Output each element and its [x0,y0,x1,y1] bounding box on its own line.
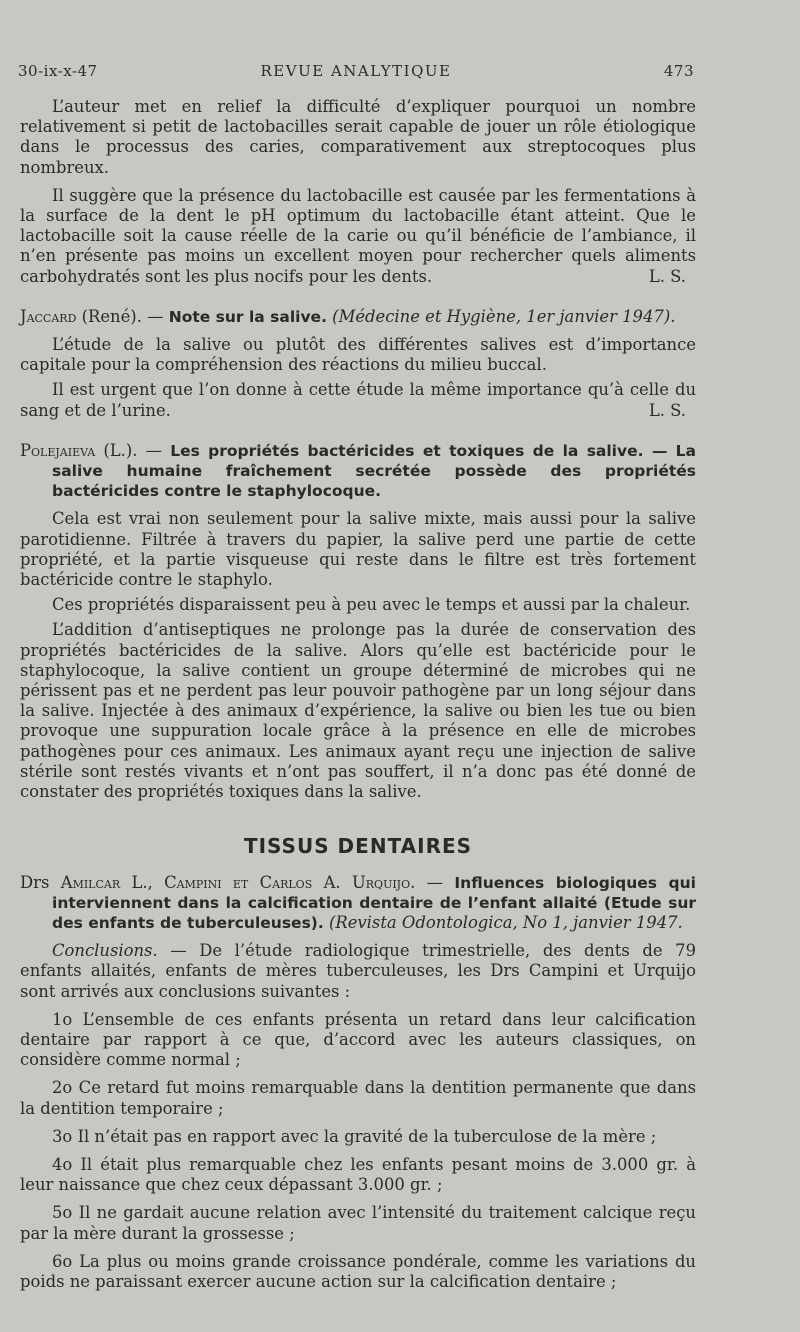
entry-title: Influences biologiques qui interviennent dans la calcification dentaire de l’enfant allaité (Etude sur des enfants de tuberculeuses). [52,873,696,932]
bibliography-entry: Polejaieva (L.). — Les propriétés bactéricides et toxiques de la salive. — La salive humaine fraîchement secrétée possède des propriétés bactéricides contre le staphylocoque. [20,440,696,501]
conclusions-label: Conclusions. [52,941,158,961]
paragraph: Ces propriétés disparaissent peu à peu avec le temps et aussi par la chaleur. [52,595,691,615]
signature: L. S. [648,400,686,420]
entry-title: Les propriétés bactéricides et toxiques de la salive. — La salive humaine fraîchement secrétée possède des propriétés bactéricides contre le staphylocoque. [52,441,696,501]
bibliography-entry: Jaccard (René). — Note sur la salive. (Médecine et Hygiène, 1er janvier 1947). [20,306,676,326]
paragraph: L’auteur met en relief la difficulté d’expliquer pourquoi un nombre relativement si petit de lactobacilles serait capable de jouer un rôle étiologique dans le processus des caries, comparativement aux streptocoques plus nombreux. [20,97,696,177]
list-item: 2o Ce retard fut moins remarquable dans la dentition permanente que dans la dentition temporaire ; [20,1078,696,1118]
page-number: 473 [663,62,694,80]
paragraph: L’étude de la salive ou plutôt des différentes salives est d’importance capitale pour la compréhension des réactions du milieu buccal. [20,335,696,375]
paragraph: L’addition d’antiseptiques ne prolonge pas la durée de conservation des propriétés bactéricides de la salive. Alors qu’elle est bactéricide pour le staphylocoque, la salive contient un groupe déterminé de microbes qui ne périssent pas et ne perdent pas leur pouvoir pathogène par un long séjour dans la salive. Injectée à des animaux d’expérience, la salive ou bien les tue ou bien provoque une suppuration locale grâce à la présence en elle de microbes pathogènes pour ces animaux. Les animaux ayant reçu une injection de salive stérile sont restés vivants et n’ont pas souffert, il n’a donc pas été donné de constater des propriétés toxiques dans la salive. [20,620,696,802]
section-heading: TISSUS DENTAIRES [243,834,473,859]
list-item: 3o Il n’était pas en rapport avec la gravité de la tuberculose de la mère ; [52,1126,657,1146]
entry-author: Amilcar L., Campini et Carlos A. Urquijo. [60,872,416,892]
article-body [20,97,696,1292]
list-item: 4o Il était plus remarquable chez les enfants pesant moins de 3.000 gr. à leur naissance que chez ceux dépassant 3.000 gr. ; [20,1154,696,1195]
running-title: REVUE ANALYTIQUE [260,62,452,80]
entry-author: Jaccard [20,306,77,326]
paragraph: Il est urgent que l’on donne à cette étude la même importance qu’à celle du sang et de l’urine. L. S. [20,380,696,420]
page-header [18,62,694,84]
paragraph: Conclusions. — De l’étude radiologique trimestrielle, des dents de 79 enfants allaités, enfants de mères tuberculeuses, les Drs Campini et Urquijo sont arrivés aux conclusions suivantes : [20,941,696,1001]
entry-source: (Médecine et Hygiène, 1er janvier 1947). [326,306,676,326]
list-item: 1o L’ensemble de ces enfants présenta un retard dans leur calcification dentaire par rapport à ce que, d’accord avec les auteurs classiques, on considère comme normal ; [20,1009,696,1070]
signature: L. S. [648,266,686,286]
entry-title: Note sur la salive. [168,307,327,326]
list-item: 5o Il ne gardait aucune relation avec l’intensité du traitement calcique reçu par la mère durant la grossesse ; [20,1203,696,1243]
paragraph: Cela est vrai non seulement pour la salive mixte, mais aussi pour la salive parotidienne. Filtrée à travers du papier, la salive perd une partie de cette propriété, et la partie visqueuse qui reste dans le filtre est très fortement bactéricide contre le staphylo. [20,509,696,590]
list-item: 6o La plus ou moins grande croissance pondérale, comme les variations du poids ne paraissant exercer aucune action sur la calcification dentaire ; [20,1251,696,1291]
entry-source: (Revista Odontologica, No 1, janvier 1947. [323,912,683,932]
paragraph: Il suggère que la présence du lactobacille est causée par les fermentations à la surface de la dent le pH optimum du lactobacille étant atteint. Que le lactobacille soit la cause réelle de la carie ou qu’il bénéficie de l’ambiance, il n’en présente pas moins un excellent moyen pour rechercher quels aliments carbohydratés sont les plus nocifs pour les dents. L. S. [20,185,696,286]
bibliography-entry: Drs Amilcar L., Campini et Carlos A. Urquijo. — Influences biologiques qui interviennent dans la calcification dentaire de l’enfant allaité (Etude sur des enfants de tuberculeuses). (Revista Odontologica, No 1, janvier 1947. [20,872,696,932]
issue-date: 30-ix-x-47 [18,62,98,80]
entry-author: Polejaieva [20,440,96,460]
